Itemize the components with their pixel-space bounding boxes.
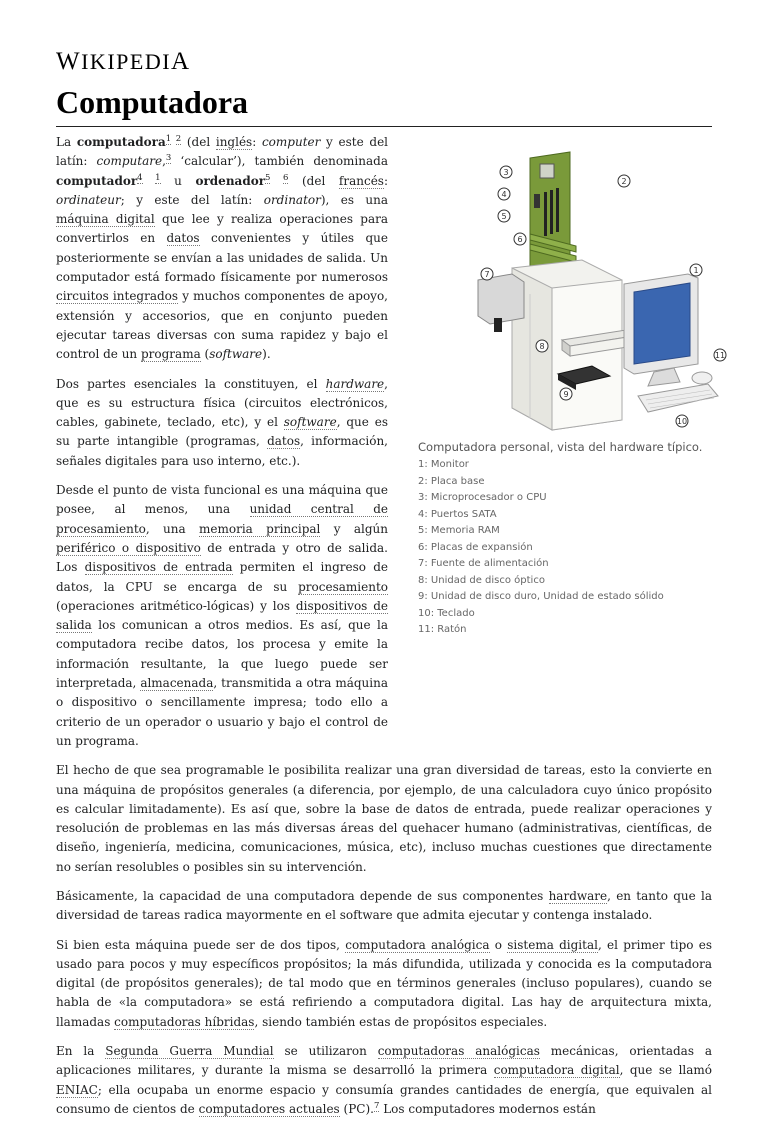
legend-item: 3: Microprocesador o CPU (418, 492, 547, 503)
callout-1: 1 (693, 266, 699, 275)
link-almacenada[interactable]: almacenada (140, 676, 214, 691)
paragraph-history: En la Segunda Guerra Mundial se utilizaron computadoras analógicas mecánicas, orientadas a aplicaciones militares, y durante la misma se desarrolló la primera computadora digital, que se llamó ENIAC; ella ocupaba un enorme espacio y consumía grandes cantidades de energía, que equivalen al consumo de cientos de computadores actuales (PC).$^7$ Los computadores modernos están (56, 1044, 713, 1116)
ref-link[interactable]: 1 (155, 172, 161, 183)
ref-link[interactable]: 4 (137, 172, 143, 183)
link-procesamiento[interactable]: procesamiento (298, 579, 388, 594)
wikipedia-logo[interactable]: WIKIPEDIA (56, 48, 191, 75)
link-frances[interactable]: francés (338, 173, 384, 188)
legend-item: 10: Teclado (418, 607, 475, 619)
link-programa[interactable]: programa (140, 347, 201, 362)
paragraph-functional: Desde el punto de vista funcional es una máquina que posee, al menos, una unidad central de procesamiento, una memoria principal y algún periférico o dispositivo de entrada y otro de salida. Los dispositivos de entrada permiten el ingreso de datos, la CPU se encarga de su procesamiento (operaciones aritmético-lógicas) y los dispositivos de salida los comunican a otros medios. Es así, que la computadora recibe datos, los procesa y emite la información resultante, la que luego puede ser interpretada, almacenada, transmitida a otra máquina o dispositivo o sencillamente impresa; todo ello a criterio de un operador o usuario y bajo el control de un programa. (56, 483, 389, 748)
ref-link[interactable]: 5 (265, 172, 271, 183)
paragraph-capacity: Básicamente, la capacidad de una computadora depende de sus componentes hardware, en tanto que la diversidad de tareas radica mayormente en el software que admita ejecutar y contenga instalado. (56, 888, 712, 923)
page-title: Computadora (56, 84, 249, 120)
ref-link[interactable]: 6 (282, 172, 289, 183)
callout-5: 5 (501, 212, 507, 221)
paragraph-types: Si bien esta máquina puede ser de dos tipos, computadora analógica o sistema digital, el primer tipo es usado para pocos y muy específicos propósitos; la más difundida, utilizada y conocida es la computadora digital (de propósitos generales); de tal modo que en términos generales (incluso populares), cuando se habla de «la computadora» se está refiriendo a computadora digital. Las hay de arquitectura mixta, llamadas computadoras híbridas, siendo también estas de propósitos especiales. (56, 937, 713, 1029)
legend-item: 1: Monitor (418, 459, 469, 470)
paragraph-programmable: El hecho de que sea programable le posibilita realizar una gran diversidad de tareas, esto la convierte en una máquina de propósitos generales (a diferencia, por ejemplo, de una calculadora cuyo único propósito es calcular limitadamente). Es así que, sobre la base de datos de entrada, puede realizar operaciones y resolución de problemas en las más diversas áreas del quehacer humano (administrativas, científicas, de diseño, ingeniería, medicina, comunicaciones, música, etc), incluso muchas cuestiones que directamente no serían resolubles o posibles sin su intervención. (56, 763, 712, 874)
legend-item: 8: Unidad de disco óptico (418, 574, 545, 586)
link-hardware[interactable]: hardware (325, 376, 385, 391)
link-datos[interactable]: datos (166, 231, 200, 246)
link-datos[interactable]: datos (267, 434, 301, 449)
ref-link[interactable]: 3 (165, 153, 172, 164)
link-hardware[interactable]: hardware (548, 888, 608, 903)
link-circuitos-integrados[interactable]: circuitos integrados (56, 289, 179, 304)
link-ingles[interactable]: inglés (215, 135, 253, 149)
callout-4: 4 (501, 190, 507, 199)
title-divider (56, 126, 712, 127)
link-memoria-principal[interactable]: memoria principal (199, 521, 321, 536)
paragraph-intro: La computadora$^{1 2}$ (del inglés: computer y este del latín: computare,$^3$ ‘calcular’), también denominada computador$^{4 1}$ u ordenador$^{5 6}$ (del francés: ordinateur; y este del latín: ordinator), es una máquina digital que lee y realiza operaciones para convertirlos en datos convenientes y útiles que posteriormente se envían a las unidades de salida. Un computador está formado físicamente por numerosos circuitos integrados y muchos componentes de apoyo, extensión y accesorios, que en conjunto pueden ejecutar tareas diversas con suma rapidez y bajo el control de un programa (software). (56, 134, 389, 362)
callout-7: 7 (484, 270, 490, 279)
legend-item: 9: Unidad de disco duro, Unidad de estado sólido (418, 591, 664, 602)
callout-8: 8 (539, 342, 545, 351)
legend-item: 5: Memoria RAM (418, 525, 500, 536)
legend-item: 11: Ratón (418, 624, 467, 635)
link-computadora-analogica[interactable]: computadora analógica (345, 937, 490, 952)
callout-2: 2 (621, 177, 627, 186)
link-periferico[interactable]: periférico o dispositivo (56, 540, 201, 555)
link-computadores-actuales[interactable]: computadores actuales (198, 1101, 340, 1116)
callout-10: 10 (676, 417, 688, 426)
link-sistema-digital[interactable]: sistema digital (507, 937, 598, 952)
callout-11: 11 (714, 351, 726, 360)
link-computadora-digital[interactable]: computadora digital (493, 1063, 620, 1078)
callout-9: 9 (563, 390, 569, 399)
legend-item: 2: Placa base (418, 475, 485, 487)
caption-title: Computadora personal, vista del hardware típico. (418, 440, 703, 454)
ref-link[interactable]: 7 (373, 1100, 380, 1111)
ref-link[interactable]: 2 (175, 134, 182, 144)
legend-item: 7: Fuente de alimentación (418, 558, 549, 569)
link-ucp[interactable]: unidad central de procesamiento (56, 502, 388, 536)
callout-6: 6 (517, 235, 523, 244)
paragraph-parts: Dos partes esenciales la constituyen, el hardware, que es su estructura física (circuitos electrónicos, cables, gabinete, teclado, etc), y el software, que es su parte intangible (programas, datos, información, señales digitales para uso interno, etc.). (56, 376, 388, 468)
callout-3: 3 (503, 168, 509, 177)
link-dispositivos-salida[interactable]: dispositivos de salida (56, 598, 388, 633)
link-computadoras-analogicas[interactable]: computadoras analógicas (377, 1044, 540, 1059)
legend-item: 4: Puertos SATA (418, 508, 497, 520)
legend-item: 6: Placas de expansión (418, 541, 533, 553)
link-eniac[interactable]: ENIAC (56, 1082, 98, 1097)
ref-link[interactable]: 1 (165, 134, 172, 144)
link-software[interactable]: software (283, 415, 337, 430)
link-dispositivos-entrada[interactable]: dispositivos de entrada (84, 560, 233, 575)
link-maquina-digital[interactable]: máquina digital (56, 212, 155, 227)
link-segunda-guerra[interactable]: Segunda Guerra Mundial (105, 1044, 274, 1059)
link-computadoras-hibridas[interactable]: computadoras híbridas (114, 1014, 255, 1029)
article-body (56, 133, 712, 1129)
